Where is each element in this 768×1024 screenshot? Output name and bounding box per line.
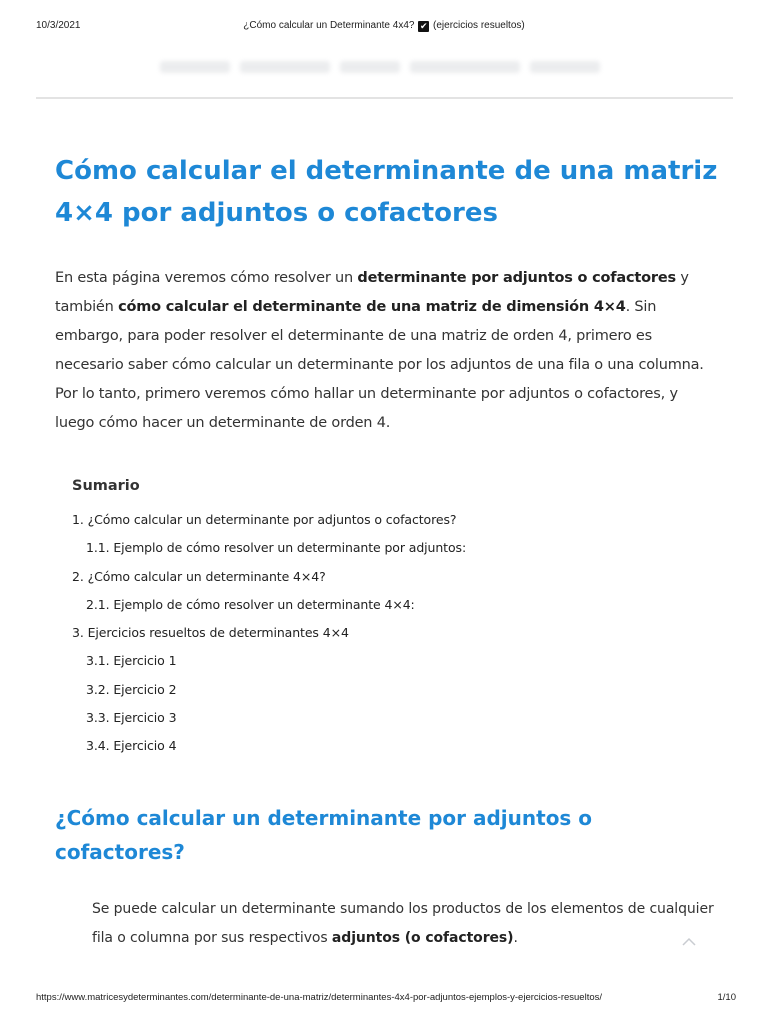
toc-link[interactable]: Ejercicio 1	[113, 653, 177, 669]
section-paragraph	[92, 895, 720, 953]
toc-item[interactable]	[72, 647, 720, 675]
site-navigation-blurred	[160, 56, 600, 78]
toc-link[interactable]: Ejercicio 2	[113, 681, 177, 697]
scroll-to-top-button[interactable]	[680, 933, 698, 951]
print-date: 10/3/2021	[36, 20, 81, 31]
toc-number: 2.1.	[86, 596, 110, 612]
toc-item[interactable]	[72, 563, 720, 591]
intro-text: y también	[55, 270, 689, 315]
nav-placeholder	[530, 61, 600, 73]
toc-item[interactable]	[72, 676, 720, 704]
toc-number: 3.3.	[86, 710, 110, 726]
toc-link[interactable]: Ejercicio 3	[113, 710, 177, 726]
toc-link[interactable]: ¿Cómo calcular un determinante por adjuntos o cofactores?	[87, 512, 457, 527]
toc-item[interactable]	[72, 506, 720, 534]
section-text: Se puede calcular un determinante sumando los productos de los elementos de cualquier fila o columna por sus respectivos	[92, 900, 714, 946]
check-mark-icon: ✔	[419, 21, 428, 31]
nav-placeholder	[410, 61, 520, 73]
toc-item[interactable]	[72, 732, 720, 760]
section-text: .	[513, 929, 518, 946]
toc-link[interactable]: Ejemplo de cómo resolver un determinante por adjuntos:	[113, 540, 467, 556]
toc-number: 3.1.	[86, 653, 110, 669]
print-url: https://www.matricesydeterminantes.com/determinante-de-una-matriz/determinantes-4x4-por-adjuntos-ejemplos-y-ejercicios-resueltos/	[36, 992, 603, 1003]
print-title-suffix: (ejercicios resueltos)	[433, 20, 525, 31]
toc-item[interactable]	[72, 534, 720, 562]
intro-paragraph	[55, 264, 720, 438]
toc-number: 3.4.	[86, 738, 110, 754]
print-header	[0, 20, 768, 34]
toc-item[interactable]	[72, 591, 720, 619]
table-of-contents	[72, 478, 720, 761]
toc-number: 3.2.	[86, 681, 110, 697]
toc-link[interactable]: Ejercicios resueltos de determinantes 4×4	[87, 625, 349, 641]
intro-bold: determinante por adjuntos o cofactores	[357, 270, 676, 286]
section-bold: adjuntos (o cofactores)	[331, 929, 514, 946]
print-footer	[0, 992, 768, 1006]
toc-number: 1.1.	[86, 540, 110, 556]
toc-item[interactable]	[72, 619, 720, 647]
section-heading: ¿Cómo calcular un determinante por adjuntos o cofactores?	[55, 805, 593, 864]
toc-number: 1.	[72, 512, 84, 527]
page-title: Cómo calcular el determinante de una matriz 4×4 por adjuntos o cofactores	[55, 156, 718, 228]
nav-placeholder	[240, 61, 330, 73]
nav-placeholder	[340, 61, 400, 73]
print-title-text: ¿Cómo calcular un Determinante 4x4?	[243, 20, 415, 31]
nav-placeholder	[160, 61, 230, 73]
toc-title: Sumario	[72, 478, 140, 494]
toc-link[interactable]: Ejercicio 4	[113, 738, 177, 754]
intro-text: . Sin embargo, para poder resolver el determinante de una matriz de orden 4, primero es necesario saber cómo calcular un determinante por los adjuntos de una fila o una columna. Por lo tanto, primero veremos cómo hallar un determinante por adjuntos o cofactores, y luego cómo hacer un determinante de orden 4.	[55, 299, 704, 431]
toc-link[interactable]: ¿Cómo calcular un determinante 4×4?	[87, 568, 326, 584]
header-divider	[36, 97, 733, 99]
intro-bold: cómo calcular el determinante de una matriz de dimensión 4×4	[118, 299, 626, 315]
toc-number: 2.	[72, 568, 84, 584]
article	[55, 150, 720, 953]
toc-link[interactable]: Ejemplo de cómo resolver un determinante 4×4:	[113, 596, 415, 612]
toc-item[interactable]	[72, 704, 720, 732]
print-title	[0, 20, 768, 32]
toc-number: 3.	[72, 625, 84, 641]
chevron-up-icon	[680, 933, 698, 951]
intro-text: En esta página veremos cómo resolver un	[55, 270, 358, 286]
print-page-number: 1/10	[717, 992, 736, 1003]
